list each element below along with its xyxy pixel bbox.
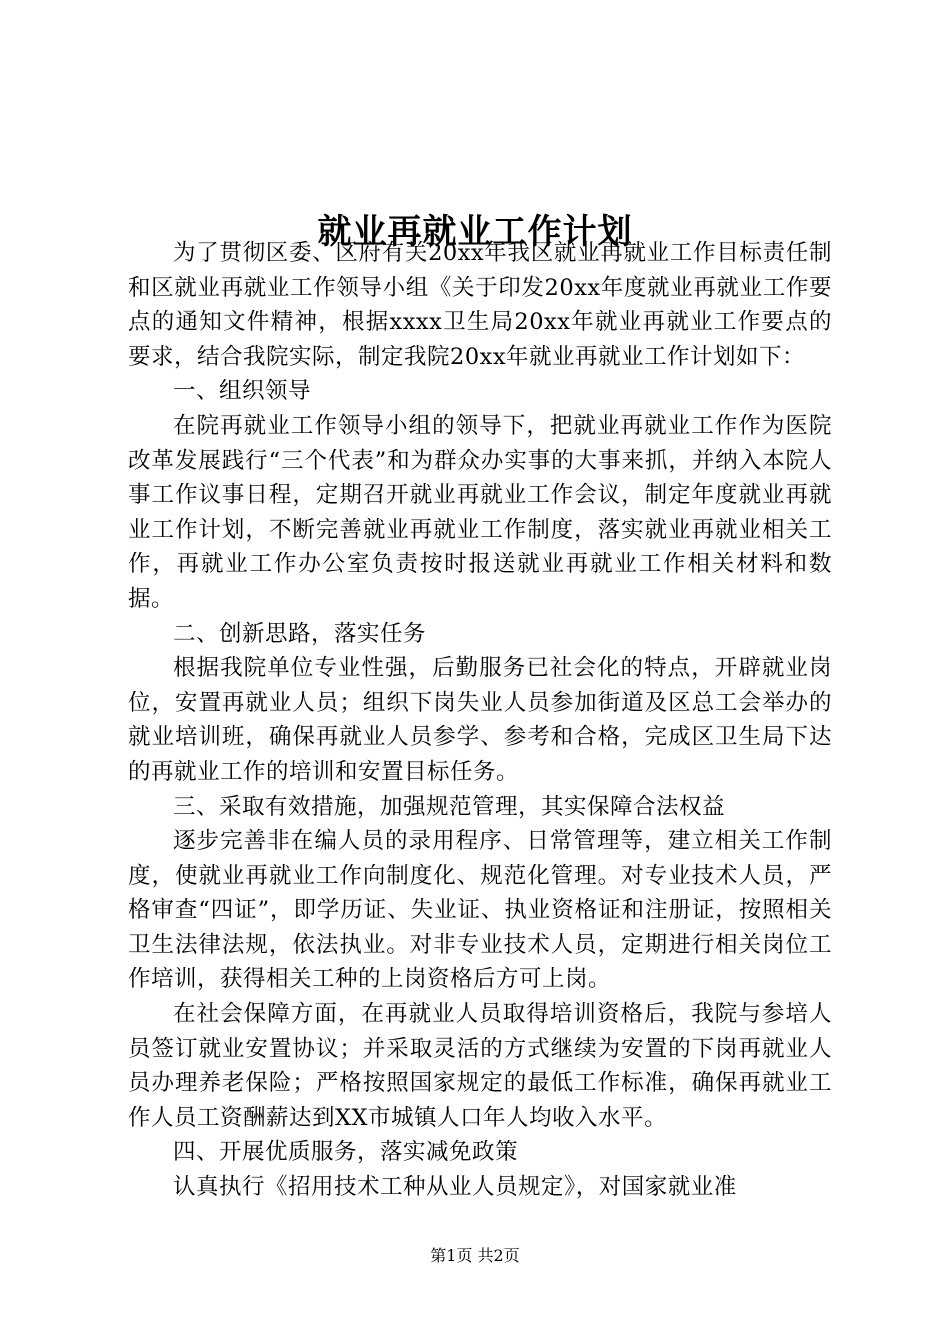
section-1-paragraph: 在院再就业工作领导小组的领导下，把就业再就业工作作为医院改革发展践行“三个代表”和为群众办实事的大事来抓，并纳入本院人事工作议事日程，定期召开就业再就业工作会议，制定年度就业再就业工作计划，不断完善就业再就业工作制度，落实就业再就业相关工作，再就业工作办公室负责按时报送就业再就业工作相关材料和数据。	[128, 412, 832, 612]
intro-paragraph: 为了贯彻区委、区府有关20xx年我区就业再就业工作目标责任制和区就业再就业工作领导小组《关于印发20xx年度就业再就业工作要点的通知文件精神，根据xxxx卫生局20xx年就业再就业工作要点的要求，结合我院实际，制定我院20xx年就业再就业工作计划如下：	[128, 240, 832, 370]
section-heading-4: 四、开展优质服务，落实减免政策	[173, 1139, 519, 1166]
page-footer: 第1页 共2页	[430, 1246, 520, 1265]
section-heading-1: 一、组织领导	[173, 378, 312, 405]
section-heading-3: 三、采取有效措施，加强规范管理，其实保障合法权益	[173, 793, 726, 820]
section-4-paragraph: 认真执行《招用技术工种从业人员规定》，对国家就业准	[173, 1174, 737, 1201]
section-heading-2: 二、创新思路，落实任务	[173, 620, 427, 647]
section-3-paragraph-1: 逐步完善非在编人员的录用程序、日常管理等，建立相关工作制度，使就业再就业工作向制度化、规范化管理。对专业技术人员，严格审查“四证”，即学历证、失业证、执业资格证和注册证，按照相关卫生法律法规，依法执业。对非专业技术人员，定期进行相关岗位工作培训，获得相关工种的上岗资格后方可上岗。	[128, 828, 832, 993]
document-title: 就业再就业工作计划	[317, 211, 633, 252]
section-2-paragraph: 根据我院单位专业性强，后勤服务已社会化的特点，开辟就业岗位，安置再就业人员；组织下岗失业人员参加街道及区总工会举办的就业培训班，确保再就业人员参学、参考和合格，完成区卫生局下达的再就业工作的培训和安置目标任务。	[128, 655, 832, 785]
section-3-paragraph-2: 在社会保障方面，在再就业人员取得培训资格后，我院与参培人员签订就业安置协议；并采取灵活的方式继续为安置的下岗再就业人员办理养老保险；严格按照国家规定的最低工作标准，确保再就业工作人员工资酬薪达到XX市城镇人口年人均收入水平。	[128, 1001, 832, 1131]
document-body	[128, 236, 832, 1205]
